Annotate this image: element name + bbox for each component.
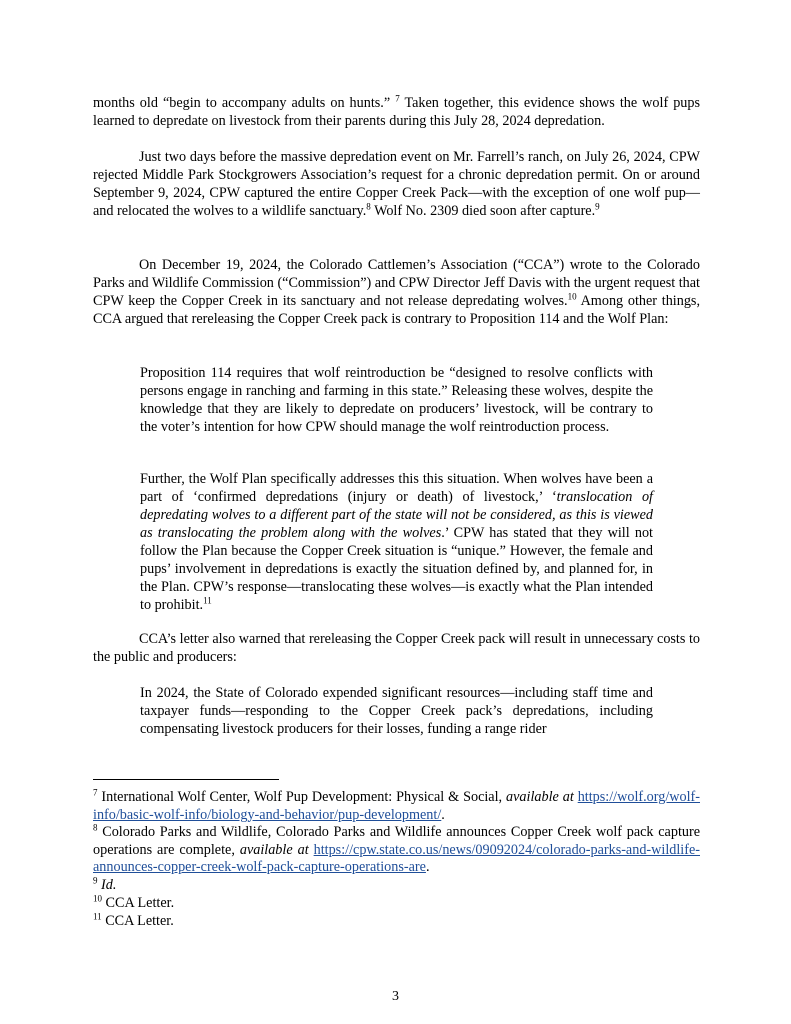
footnote-ref-10[interactable]: 10 <box>567 291 577 302</box>
footnote-9 <box>93 877 700 895</box>
paragraph-text: Among other things, CCA argued that rereleasing the Copper Creek pack is contrary to Proposition 114 and the Wolf Plan: <box>93 293 700 327</box>
footnote-number: 8 <box>93 822 98 833</box>
paragraph-capture <box>93 148 700 220</box>
footnote-number: 10 <box>93 893 102 904</box>
block-quote-resources: In 2024, the State of Colorado expended significant resources—including staff time and taxpayer funds—responding to the Copper Creek pack’s depredations, including compensating livestock producers for their losses, funding a range rider <box>140 685 653 737</box>
paragraph-text: On December 19, 2024, the Colorado Cattlemen’s Association (“CCA”) wrote to the Colorado Parks and Wildlife Commission (“Commission”) and CPW Director Jeff Davis with the urgent request that CPW keep the Copper Creek in its sanctuary and not release depredating wolves. <box>93 257 700 309</box>
footnote-ref-11[interactable]: 11 <box>203 595 212 606</box>
page-number: 3 <box>392 989 399 1004</box>
footnote-text: Id. <box>101 877 117 893</box>
paragraph-text: months old “begin to accompany adults on hunts.” <box>93 95 391 111</box>
footnote-text: . <box>425 859 430 875</box>
paragraph-costs: CCA’s letter also warned that rereleasing the Copper Creek pack will result in unnecessary costs to the public and producers: <box>93 631 700 665</box>
footnote-number: 7 <box>93 787 98 798</box>
footnote-text: CCA Letter. <box>101 913 174 929</box>
footnote-link[interactable]: https://cpw.state.co.us/news/09092024/colorado-parks-and-wildlife-announces-copper-creek-wolf-pack-capture-operations-are <box>93 841 700 875</box>
footnote-ref-7[interactable]: 7 <box>395 93 400 104</box>
quote-text: .’ CPW has stated that they will not follow the Plan because the Copper Creek situation is “unique.” However, the female and pups’ involvement in depredations is exactly the situation defined by, and planned for, in the Plan. CPW’s response—translocating these wolves—is exactly what the Plan intended to prohibit. <box>140 525 653 613</box>
footnote-8 <box>93 824 700 877</box>
paragraph-cca-letter <box>93 256 700 328</box>
paragraph-text: Taken together, this evidence shows the wolf pups learned to depredate on livestock from their parents during this July 28, 2024 depredation. <box>93 95 701 129</box>
footnote-number: 11 <box>93 911 102 922</box>
paragraph-text: Wolf No. 2309 died soon after capture. <box>370 203 596 219</box>
footnote-7 <box>93 789 700 824</box>
paragraph-wolf-pups <box>93 94 700 130</box>
footnote-text: CCA Letter. <box>102 895 175 911</box>
footnote-text: International Wolf Center, Wolf Pup Development: Physical & Social, <box>97 789 507 805</box>
quote-italic-text: translocation of depredating wolves to a different part of the state will not be considered, as this is viewed as translocating the problem along with the wolves <box>140 489 653 541</box>
footnote-11 <box>93 913 700 931</box>
footnote-italic: available at <box>506 789 574 805</box>
footnote-number: 9 <box>93 875 98 886</box>
footnote-text: Colorado Parks and Wildlife, Colorado Parks and Wildlife announces Copper Creek wolf pack capture operations are complete, <box>93 824 700 858</box>
block-quote-proposition: Proposition 114 requires that wolf reintroduction be “designed to resolve conflicts with persons engage in ranching and farming in this state.” Releasing these wolves, despite the knowledge that they are likely to depredate on producers’ livestock, will be contrary to the voter’s intention for how CPW should manage the wolf reintroduction process. <box>140 365 653 435</box>
quote-text: Further, the Wolf Plan specifically addresses this this situation. When wolves have been a part of ‘confirmed depredations (injury or death) of livestock,’ ‘ <box>140 471 653 505</box>
footnote-10 <box>93 895 700 913</box>
footnote-ref-8[interactable]: 8 <box>366 201 371 212</box>
footnote-text: . <box>441 806 445 823</box>
paragraph-text: Just two days before the massive depredation event on Mr. Farrell’s ranch, on July 26, 2024, CPW rejected Middle Park Stockgrowers Association’s request for a chronic depredation permit. On or around September 9, 2024, CPW captured the entire Copper Creek Pack—with the exception of one wolf pup—and relocated the wolves to a wildlife sanctuary. <box>93 149 700 219</box>
footnote-divider <box>93 779 279 780</box>
footnote-ref-9[interactable]: 9 <box>595 201 600 212</box>
footnote-italic: available at <box>239 841 309 858</box>
block-quote-wolf-plan <box>140 470 653 614</box>
footnote-link[interactable]: https://wolf.org/wolf-info/basic-wolf-info/biology-and-behavior/pup-development/ <box>93 789 700 823</box>
